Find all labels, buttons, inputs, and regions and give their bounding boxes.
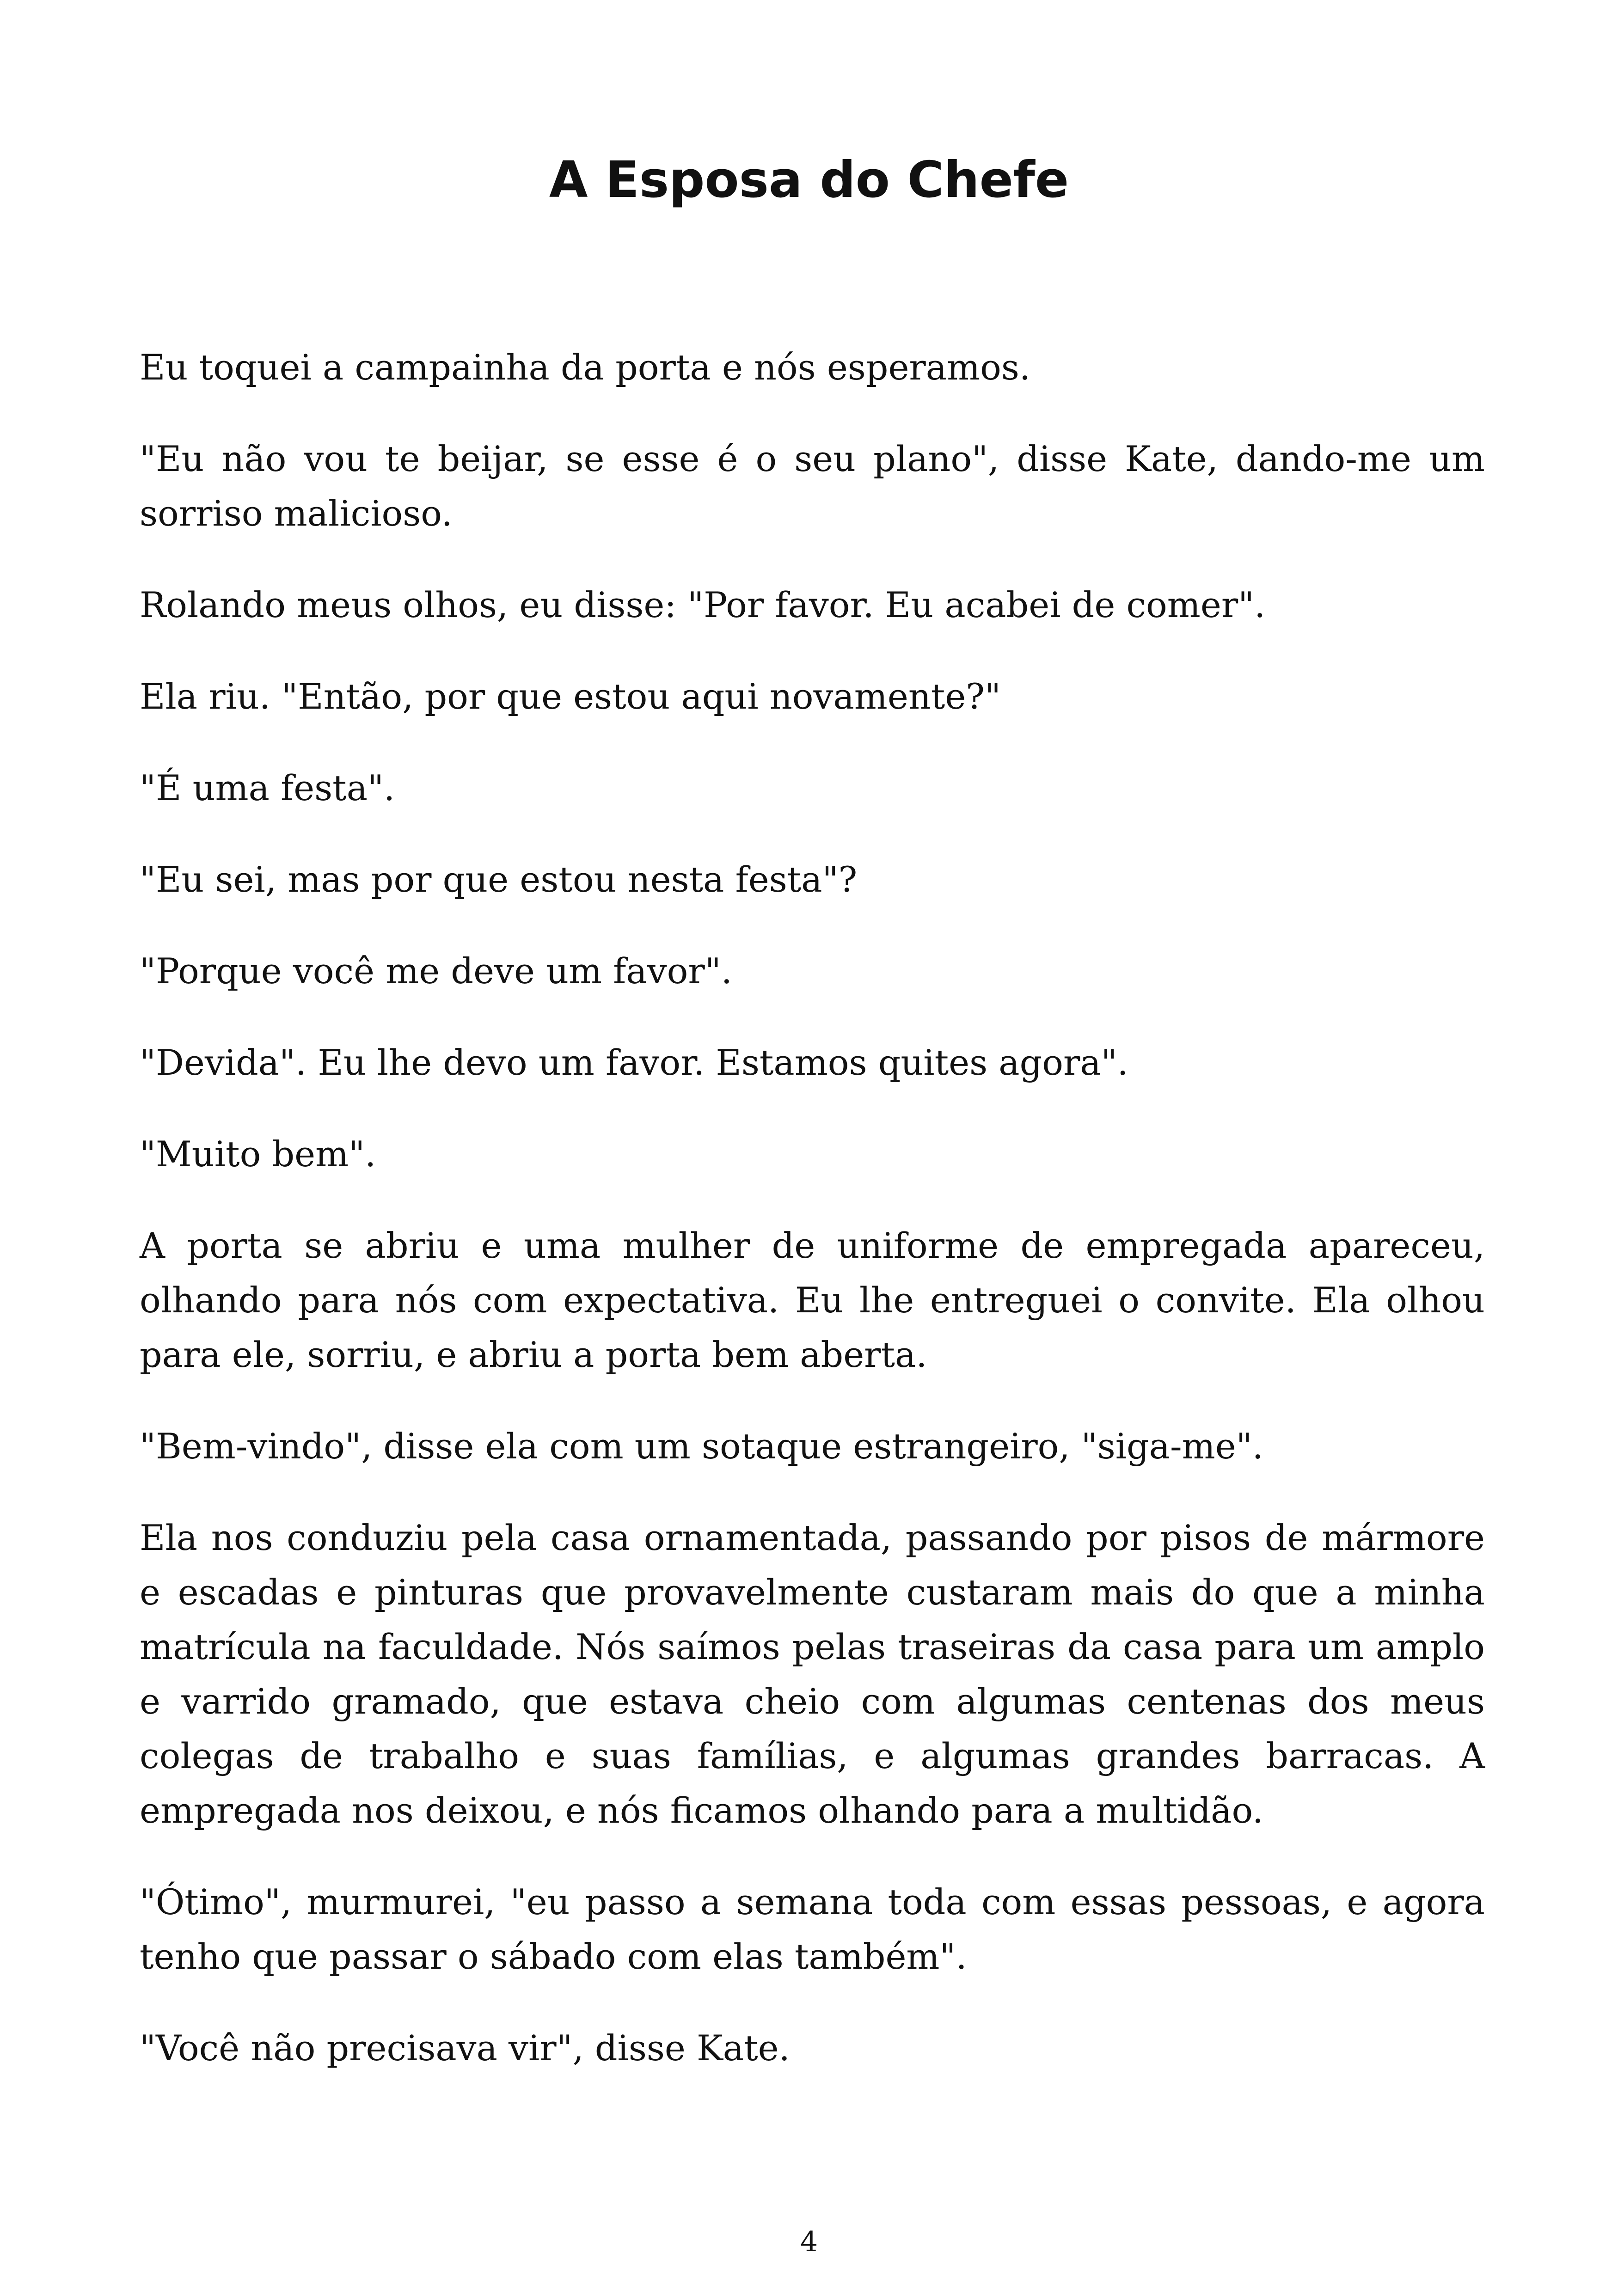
paragraph: Rolando meus olhos, eu disse: "Por favor. Eu acabei de comer". — [140, 584, 1266, 625]
paragraph: "Eu não vou te beijar, se esse é o seu plano", disse Kate, dando-me um sorriso malicioso. — [140, 438, 1485, 534]
paragraph: "Devida". Eu lhe devo um favor. Estamos quites agora". — [140, 1042, 1128, 1083]
paragraph: A porta se abriu e uma mulher de uniforme de empregada apareceu, olhando para nós com expectativa. Eu lhe entreguei o convite. Ela olhou para ele, sorriu, e abriu a porta bem aberta. — [140, 1225, 1485, 1375]
paragraph: "Eu sei, mas por que estou nesta festa"? — [140, 859, 858, 900]
story-body — [140, 340, 1485, 2112]
paragraph: "Ótimo", murmurei, "eu passo a semana toda com essas pessoas, e agora tenho que passar o sábado com elas também". — [140, 1881, 1485, 1977]
page-number: 4 — [800, 2226, 818, 2258]
paragraph: Ela nos conduziu pela casa ornamentada, passando por pisos de mármore e escadas e pinturas que provavelmente custaram mais do que a minha matrícula na faculdade. Nós saímos pelas traseiras da casa para um amplo e varrido gramado, que estava cheio com algumas centenas dos meus colegas de trabalho e suas famílias, e algumas grandes barracas. A empregada nos deixou, e nós ficamos olhando para a multidão. — [140, 1517, 1485, 1831]
paragraph: "Você não precisava vir", disse Kate. — [140, 2027, 790, 2069]
paragraph: "Porque você me deve um favor". — [140, 950, 732, 992]
paragraph: "Muito bem". — [140, 1133, 376, 1175]
paragraph: "É uma festa". — [140, 767, 395, 808]
paragraph: "Bem-vindo", disse ela com um sotaque estrangeiro, "siga-me". — [140, 1426, 1263, 1467]
paragraph: Eu toquei a campainha da porta e nós esperamos. — [140, 347, 1031, 388]
page-title: A Esposa do Chefe — [549, 151, 1069, 209]
paragraph: Ela riu. "Então, por que estou aqui novamente?" — [140, 676, 1001, 717]
